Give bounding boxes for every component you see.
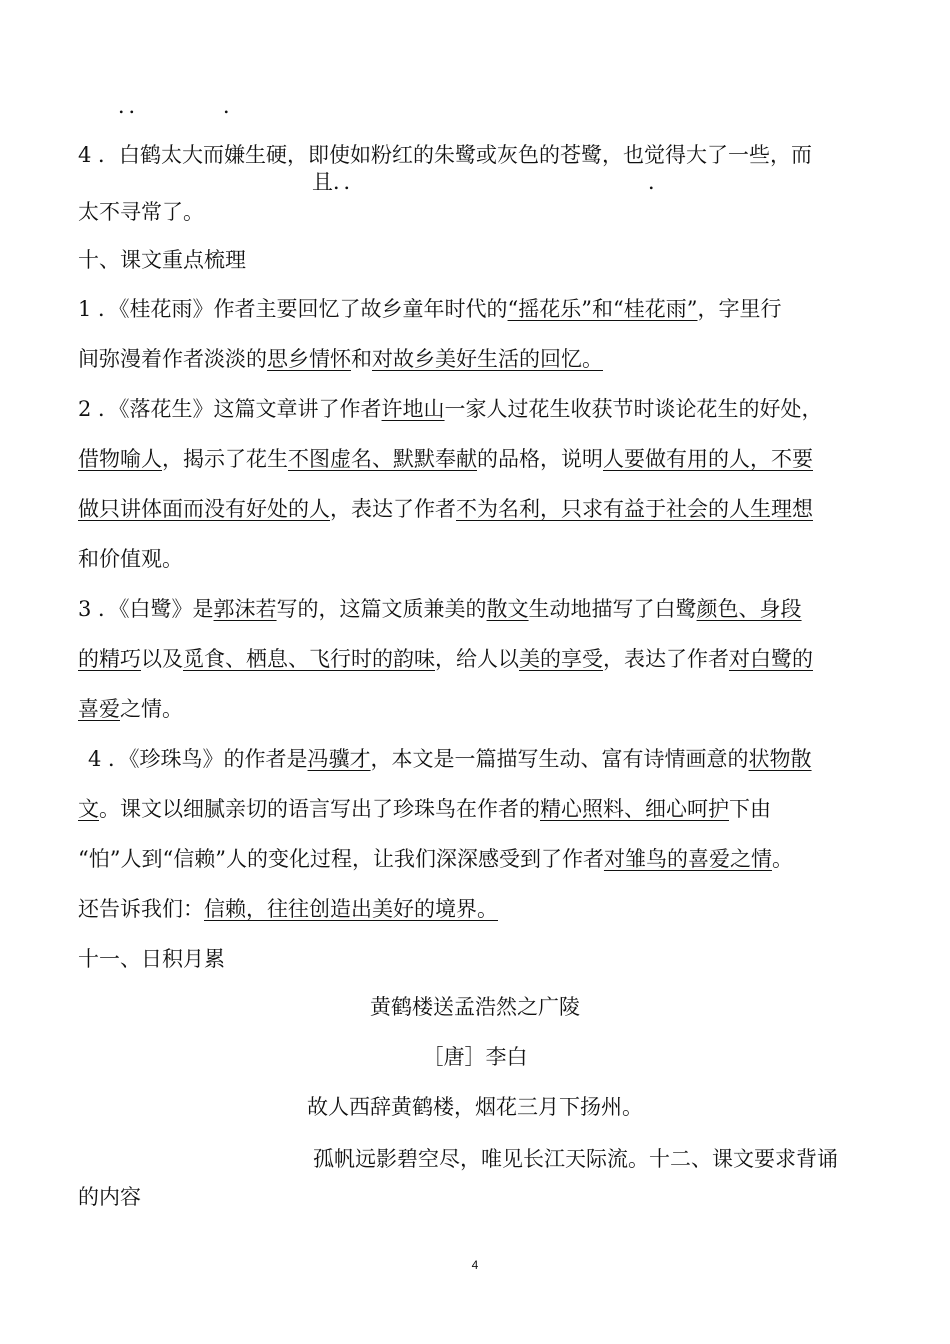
item-4-line-3: 太不寻常了。 [78, 200, 204, 224]
paragraph-4-line-2: 文。课文以细腻亲切的语言写出了珍珠鸟在作者的精心照料、细心呵护下由 [78, 797, 771, 821]
section-10-heading: 十、课文重点梳理 [78, 248, 246, 272]
poem-title: 黄鹤楼送孟浩然之广陵 [370, 995, 580, 1019]
item-4-line-1: 4 ．白鹤太大而嫌生硬，即使如粉红的朱鹭或灰色的苍鹭，也觉得大了一些，而 [78, 143, 813, 167]
paragraph-3-line-3: 喜爱之情。 [78, 697, 183, 721]
emphasis-dots: ．． ． [118, 94, 244, 118]
section-11-heading: 十一、日积月累 [78, 947, 225, 971]
paragraph-4-line-4: 还告诉我们：信赖，往往创造出美好的境界。 [78, 897, 498, 921]
paragraph-2-line-3: 做只讲体面而没有好处的人，表达了作者不为名利，只求有益于社会的人生理想 [78, 497, 813, 521]
paragraph-4-line-3: “怕”人到“信赖”人的变化过程，让我们深深感受到了作者对雏鸟的喜爱之情。 [78, 847, 793, 871]
paragraph-3-line-1: 3 ．《白鹭》是郭沫若写的，这篇文质兼美的散文生动地描写了白鹭颜色、身段 [78, 597, 802, 621]
paragraph-4-line-1: 4 ．《珍珠鸟》的作者是冯骥才，本文是一篇描写生动、富有诗情画意的状物散 [88, 747, 812, 771]
paragraph-2-line-2: 借物喻人，揭示了花生不图虚名、默默奉献的品格，说明人要做有用的人，不要 [78, 447, 813, 471]
section-12-tail: 的内容 [78, 1185, 141, 1209]
poem-author: ［唐］李白 [422, 1045, 528, 1069]
paragraph-2-line-4: 和价值观。 [78, 547, 183, 571]
paragraph-2-line-1: 2 ．《落花生》这篇文章讲了作者许地山一家人过花生收获节时谈论花生的好处， [78, 397, 823, 421]
item-4-line-2-dot: ． [648, 170, 669, 194]
page-number: 4 [471, 1258, 479, 1272]
poem-line-2: 孤帆远影碧空尽，唯见长江天际流。十二、课文要求背诵 [313, 1147, 838, 1171]
poem-line-1: 故人西辞黄鹤楼，烟花三月下扬州。 [307, 1095, 643, 1119]
paragraph-1-line-2: 间弥漫着作者淡淡的思乡情怀和对故乡美好生活的回忆。 [78, 347, 603, 371]
paragraph-3-line-2: 的精巧以及觅食、栖息、飞行时的韵味，给人以美的享受，表达了作者对白鹭的 [78, 647, 813, 671]
item-4-line-2-prefix: 且．． [312, 170, 365, 194]
paragraph-1-line-1: 1 ．《桂花雨》作者主要回忆了故乡童年时代的“摇花乐”和“桂花雨”，字里行 [78, 297, 782, 321]
